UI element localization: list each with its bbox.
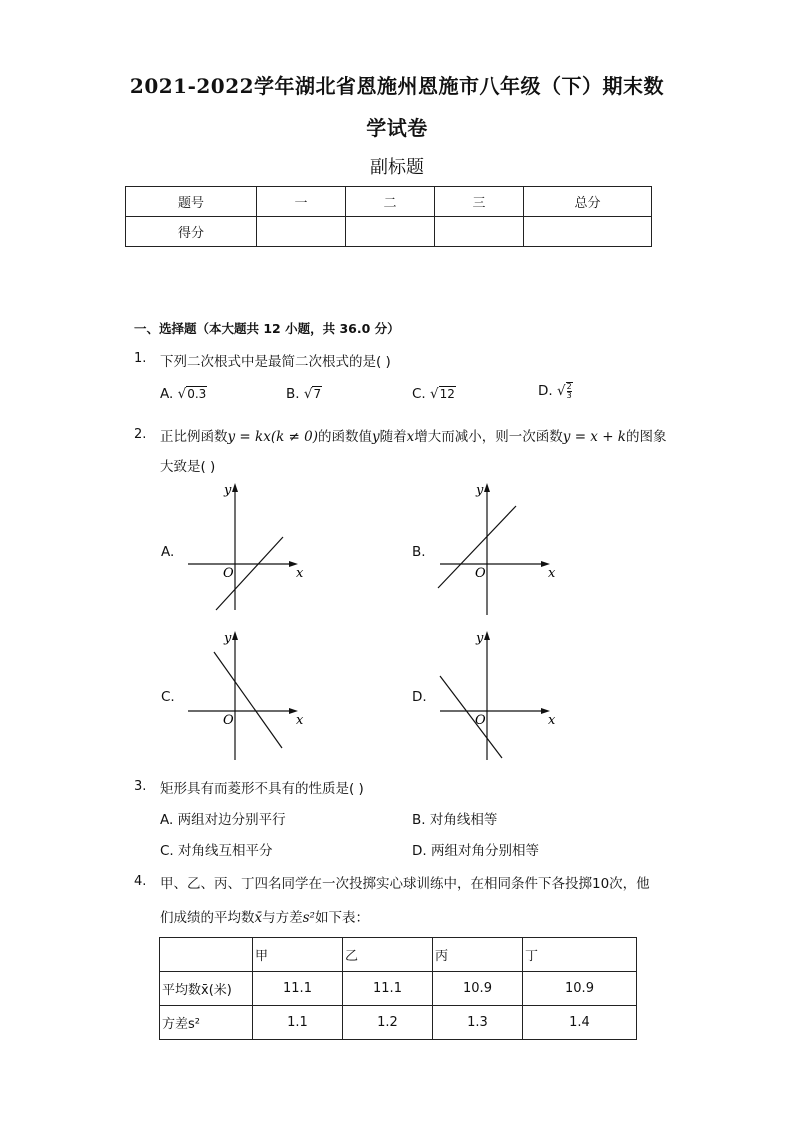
- math-expression: y = x + k: [562, 429, 626, 445]
- option-text: 对角线相等: [429, 812, 498, 828]
- radical-sign-icon: √: [556, 383, 566, 399]
- exam-title-line2: 学试卷: [366, 116, 428, 140]
- table-header-cell: 乙: [343, 938, 433, 972]
- row-label: 方差s²: [160, 1006, 253, 1040]
- radicand: 7: [313, 387, 322, 401]
- math-expression: y = kx(k ≠ 0): [227, 429, 319, 445]
- score-header-cell: 一: [257, 187, 346, 217]
- y-axis-label: y: [224, 483, 232, 498]
- q2-graph-d[interactable]: [432, 628, 562, 763]
- text-fragment: 如下表：: [314, 910, 369, 926]
- table-cell: 1.1: [253, 1006, 343, 1040]
- score-input-cell[interactable]: [524, 217, 652, 247]
- y-axis-label: y: [476, 631, 484, 646]
- q2-option-b-label[interactable]: B.: [412, 544, 426, 560]
- table-row: [160, 1006, 637, 1040]
- y-axis-arrow-icon: [232, 483, 238, 492]
- option-label: C.: [412, 386, 426, 402]
- q3-option-d[interactable]: [412, 839, 539, 859]
- q2-option-d-label[interactable]: D.: [412, 689, 427, 705]
- fraction: [566, 382, 573, 400]
- y-axis-arrow-icon: [484, 631, 490, 640]
- table-cell: 11.1: [253, 972, 343, 1006]
- table-row: [160, 938, 637, 972]
- table-cell: 10.9: [433, 972, 523, 1006]
- table-header-cell: [160, 938, 253, 972]
- question-number: 4.: [134, 874, 147, 889]
- text-fragment: 与方差: [262, 910, 303, 926]
- score-table: [125, 186, 652, 247]
- question-number: 1.: [134, 351, 147, 366]
- table-cell: 11.1: [343, 972, 433, 1006]
- table-cell: 1.3: [433, 1006, 523, 1040]
- option-label: A.: [160, 812, 174, 828]
- score-row-label: 得分: [126, 217, 257, 247]
- question-number: 2.: [134, 427, 147, 442]
- origin-label: O: [475, 713, 486, 728]
- origin-label: O: [223, 713, 234, 728]
- radical-sign-icon: √: [303, 386, 313, 402]
- x-axis-label: x: [296, 713, 304, 728]
- option-label: B.: [286, 386, 300, 402]
- y-axis-label: y: [476, 483, 484, 498]
- table-header-cell: 丁: [523, 938, 637, 972]
- q1-option-a[interactable]: [160, 386, 207, 402]
- q1-option-b[interactable]: [286, 386, 322, 402]
- q3-option-a[interactable]: [160, 808, 286, 828]
- text-fragment: 的图象: [626, 429, 667, 445]
- q2-option-c-label[interactable]: C.: [161, 689, 175, 705]
- exam-title-line1: 2021-2022学年湖北省恩施州恩施市八年级（下）期末数: [129, 74, 665, 98]
- text-fragment: 正比例函数: [160, 429, 228, 445]
- x-axis-label: x: [548, 713, 556, 728]
- table-cell: 10.9: [523, 972, 637, 1006]
- q2-option-a-label[interactable]: A.: [161, 544, 175, 560]
- text-fragment: 增大而减小，则一次函数: [414, 429, 563, 445]
- option-label: C.: [160, 843, 174, 859]
- text-fragment: 们成绩的平均数: [160, 910, 255, 926]
- score-header-cell: 三: [435, 187, 524, 217]
- q2-graph-a[interactable]: [180, 480, 310, 615]
- score-table-header-row: [126, 187, 652, 217]
- option-label: B.: [412, 812, 426, 828]
- math-expression: x: [406, 429, 415, 445]
- origin-label: O: [223, 566, 234, 581]
- table-cell: 1.2: [343, 1006, 433, 1040]
- score-input-cell[interactable]: [435, 217, 524, 247]
- q2-graph-b[interactable]: [432, 480, 562, 615]
- function-line: [214, 652, 282, 748]
- radical-sign-icon: √: [430, 386, 439, 402]
- question-text-line2: 大致是( ): [160, 459, 216, 475]
- q3-option-b[interactable]: [412, 808, 497, 828]
- fraction-numerator: 2: [566, 382, 572, 391]
- q2-graph-c[interactable]: [180, 628, 310, 763]
- q3-option-c[interactable]: [160, 839, 273, 859]
- row-label: 平均数x̄(米): [160, 972, 253, 1006]
- stats-table: [159, 937, 637, 1040]
- option-label: D.: [538, 383, 553, 399]
- question-text: [160, 425, 667, 445]
- y-axis-label: y: [224, 631, 232, 646]
- table-header-cell: 丙: [433, 938, 523, 972]
- score-table-score-row: [126, 217, 652, 247]
- radical-sign-icon: √: [177, 386, 187, 402]
- score-header-cell: 二: [346, 187, 435, 217]
- option-text: 两组对角分别相等: [430, 843, 539, 859]
- table-cell: 1.4: [523, 1006, 637, 1040]
- section-heading: 一、选择题（本大题共 12 小题，共 36.0 分）: [134, 321, 400, 336]
- exam-subtitle: 副标题: [370, 157, 424, 178]
- origin-label: O: [475, 566, 486, 581]
- table-row: [160, 972, 637, 1006]
- radicand: 12: [439, 387, 455, 401]
- fraction-denominator: 3: [566, 391, 572, 400]
- question-text: 下列二次根式中是最简二次根式的是( ): [160, 354, 391, 370]
- q1-option-d[interactable]: [538, 382, 573, 400]
- score-header-cell: 题号: [126, 187, 257, 217]
- text-fragment: 的函数值: [318, 429, 373, 445]
- q1-option-c[interactable]: [412, 386, 456, 402]
- question-text-line2: [160, 906, 369, 926]
- table-header-cell: 甲: [253, 938, 343, 972]
- question-text: 矩形具有而菱形不具有的性质是( ): [160, 781, 364, 797]
- function-line: [440, 676, 502, 758]
- question-text: 甲、乙、丙、丁四名同学在一次投掷实心球训练中，在相同条件下各投掷10次，他: [160, 876, 650, 892]
- text-fragment: 随着: [379, 429, 407, 445]
- score-input-cell[interactable]: [346, 217, 435, 247]
- option-text: 两组对边分别平行: [177, 812, 286, 828]
- option-label: D.: [412, 843, 427, 859]
- radicand: 0.3: [187, 387, 207, 401]
- score-input-cell[interactable]: [257, 217, 346, 247]
- option-text: 对角线互相平分: [178, 843, 273, 859]
- x-axis-label: x: [296, 566, 304, 581]
- y-axis-arrow-icon: [232, 631, 238, 640]
- question-number: 3.: [134, 779, 147, 794]
- math-expression: y: [372, 429, 380, 445]
- y-axis-arrow-icon: [484, 483, 490, 492]
- option-label: A.: [160, 386, 174, 402]
- math-expression: x̄: [254, 910, 263, 926]
- math-expression: s²: [302, 910, 315, 926]
- x-axis-label: x: [548, 566, 556, 581]
- score-header-cell: 总分: [524, 187, 652, 217]
